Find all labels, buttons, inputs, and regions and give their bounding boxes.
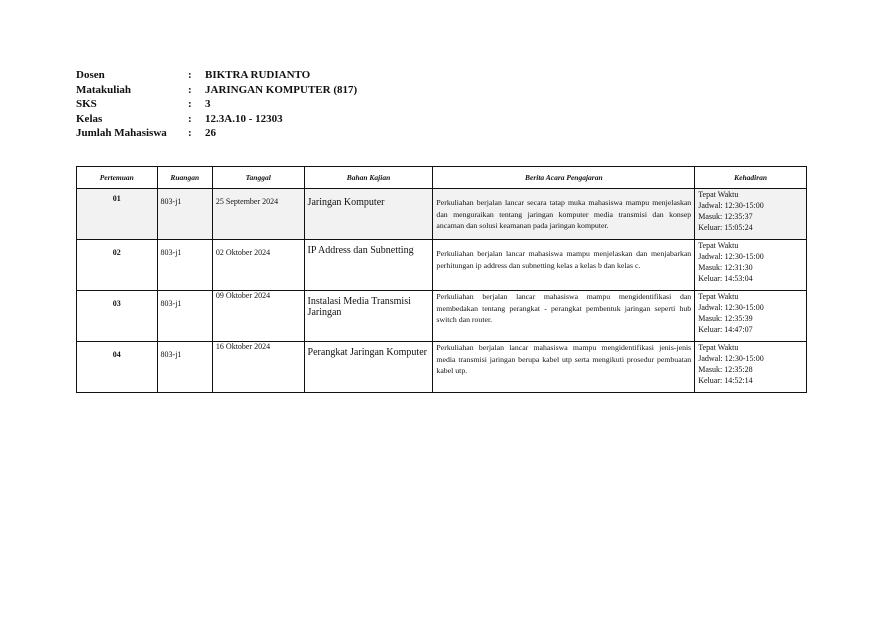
kelas-label: Kelas [76,112,103,125]
cell-berita: Perkuliahan berjalan lancar mahasiswa mampu menjelaskan dan menjabarkan perhitungan ip address dan subnetting kelas a kelas b dan kelas c. [433,240,695,291]
cell-kehadiran [695,240,807,291]
cell-ruangan: 803-j1 [157,291,212,342]
cell-kehadiran [695,189,807,240]
masuk-text: Masuk: 12:35:37 [698,212,753,221]
cell-ruangan: 803-j1 [157,240,212,291]
cell-kehadiran [695,342,807,393]
kelas-value: 12.3A.10 - 12303 [205,112,283,125]
jadwal-text: Jadwal: 12:30-15:00 [698,201,764,210]
table-row [77,189,807,240]
sks-label: SKS [76,98,97,110]
masuk-text: Masuk: 12:35:39 [698,314,753,323]
matakuliah-row [76,83,357,98]
cell-pertemuan: 04 [77,342,158,393]
colon: : [188,112,192,125]
status-text: Tepat Waktu [698,292,739,301]
header-tanggal: Tanggal [212,167,304,189]
cell-bahan: IP Address dan Subnetting [304,240,433,291]
jadwal-text: Jadwal: 12:30-15:00 [698,303,764,312]
cell-pertemuan: 01 [77,189,158,240]
cell-tanggal: 16 Oktober 2024 [212,342,304,393]
table-row [77,240,807,291]
table-row [77,291,807,342]
course-info-header [76,68,357,141]
matakuliah-value: JARINGAN KOMPUTER (817) [205,83,358,96]
colon: : [188,83,192,96]
jumlah-label: Jumlah Mahasiswa [76,127,167,139]
cell-berita: Perkuliahan berjalan lancar mahasiswa mampu mengidentifikasi jenis-jenis media transmisi jaringan berupa kabel utp serta mengikuti prosedur pembuatan kabel utp. [433,342,695,393]
dosen-label: Dosen [76,69,105,81]
colon: : [188,98,192,110]
header-pertemuan: Pertemuan [77,167,158,189]
keluar-text: Keluar: 14:47:07 [698,325,753,334]
jumlah-row [76,126,357,141]
table-header-row [77,167,807,189]
sks-value: 3 [205,98,211,110]
keluar-text: Keluar: 14:52:14 [698,376,753,385]
status-text: Tepat Waktu [698,343,739,352]
cell-pertemuan: 03 [77,291,158,342]
masuk-text: Masuk: 12:35:28 [698,365,753,374]
kelas-row [76,112,357,127]
jadwal-text: Jadwal: 12:30-15:00 [698,252,764,261]
cell-ruangan: 803-j1 [157,342,212,393]
keluar-text: Keluar: 14:53:04 [698,274,753,283]
cell-tanggal: 25 September 2024 [212,189,304,240]
cell-bahan: Instalasi Media Transmisi Jaringan [304,291,433,342]
cell-kehadiran [695,291,807,342]
status-text: Tepat Waktu [698,241,739,250]
cell-ruangan: 803-j1 [157,189,212,240]
dosen-value: BIKTRA RUDIANTO [205,69,311,81]
header-ruangan: Ruangan [157,167,212,189]
cell-bahan: Jaringan Komputer [304,189,433,240]
jumlah-value: 26 [205,127,216,139]
cell-tanggal: 02 Oktober 2024 [212,240,304,291]
cell-berita: Perkuliahan berjalan lancar secara tatap muka mahasiswa mampu menjelaskan dan menguraikan tentang jaringan komputer media transmisi dan konsep ancaman dan solusi keamanan pada jaringan komputer. [433,189,695,240]
status-text: Tepat Waktu [698,190,739,199]
cell-bahan: Perangkat Jaringan Komputer [304,342,433,393]
cell-berita: Perkuliahan berjalan lancar mahasiswa mampu mengidentifikasi dan membedakan tentang perangkat - perangkat pembentuk jaringan seperti hub switch dan router. [433,291,695,342]
dosen-row [76,68,357,83]
header-berita: Berita Acara Pengajaran [433,167,695,189]
colon: : [188,69,192,81]
header-kehadiran: Kehadiran [695,167,807,189]
sks-row [76,97,357,112]
cell-tanggal: 09 Oktober 2024 [212,291,304,342]
cell-pertemuan: 02 [77,240,158,291]
berita-acara-table [76,166,807,393]
header-bahan: Bahan Kajian [304,167,433,189]
table-row [77,342,807,393]
jadwal-text: Jadwal: 12:30-15:00 [698,354,764,363]
colon: : [188,127,192,139]
keluar-text: Keluar: 15:05:24 [698,223,753,232]
masuk-text: Masuk: 12:31:30 [698,263,753,272]
matakuliah-label: Matakuliah [76,83,132,96]
